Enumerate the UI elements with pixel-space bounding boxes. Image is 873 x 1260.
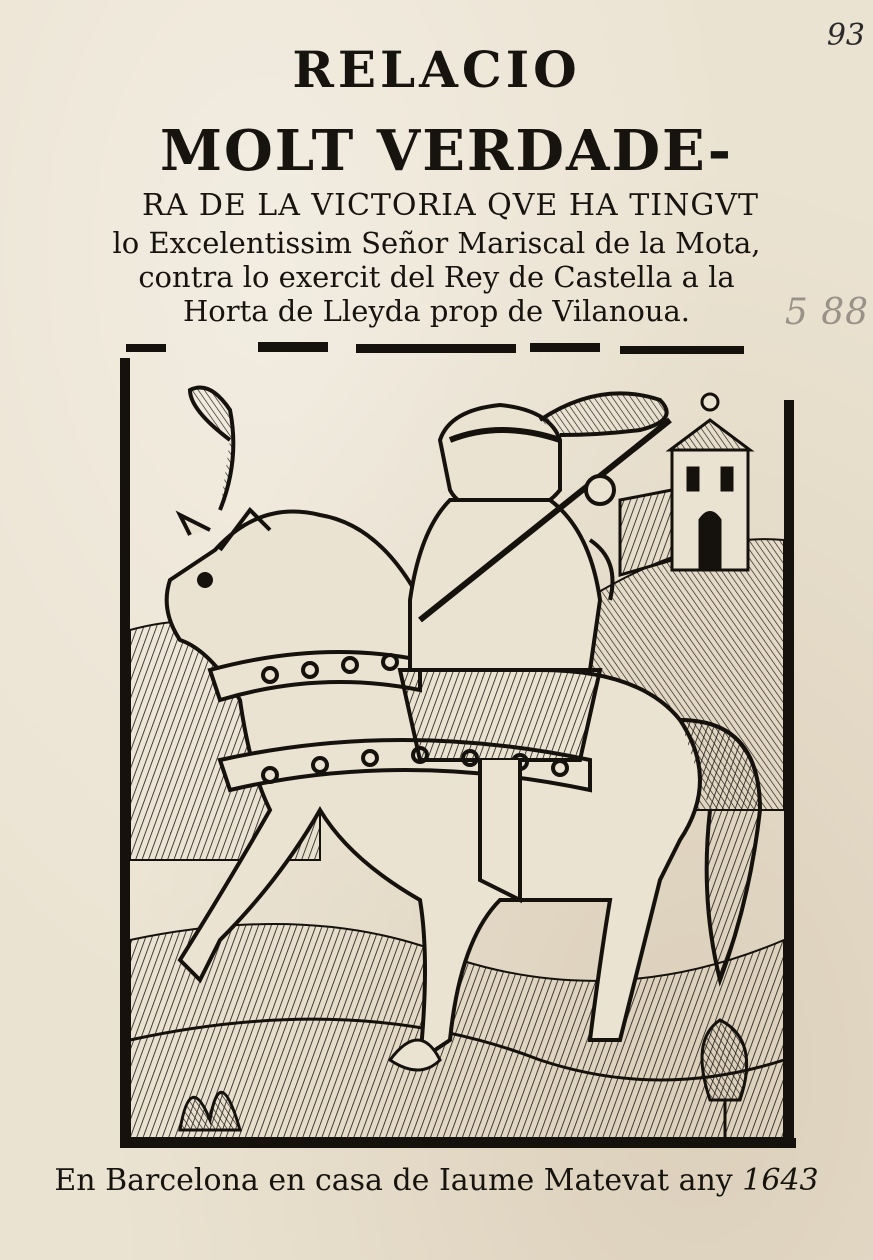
imprint-line [0, 1163, 873, 1198]
woodcut-illustration [120, 340, 796, 1150]
title-line-4: lo Excelentissim Señor Mariscal de la Mota, [112, 226, 761, 260]
folio-number: 93 [826, 18, 865, 53]
imprint-year: 1643 [742, 1163, 819, 1198]
imprint-text: En Barcelona en casa de Iaume Matevat any [54, 1163, 733, 1198]
title-line-1: RELACIO [292, 40, 581, 99]
title-line-3: RA DE LA VICTORIA QVE HA TINGVT [142, 188, 759, 223]
shelf-mark: 5 88 [784, 292, 869, 333]
title-line-2: MOLT VERDADE- [160, 118, 733, 184]
title-line-6: Horta de Lleyda prop de Vilanoua. [182, 294, 691, 328]
title-line-5: contra lo exercit del Rey de Castella a la [138, 260, 735, 294]
